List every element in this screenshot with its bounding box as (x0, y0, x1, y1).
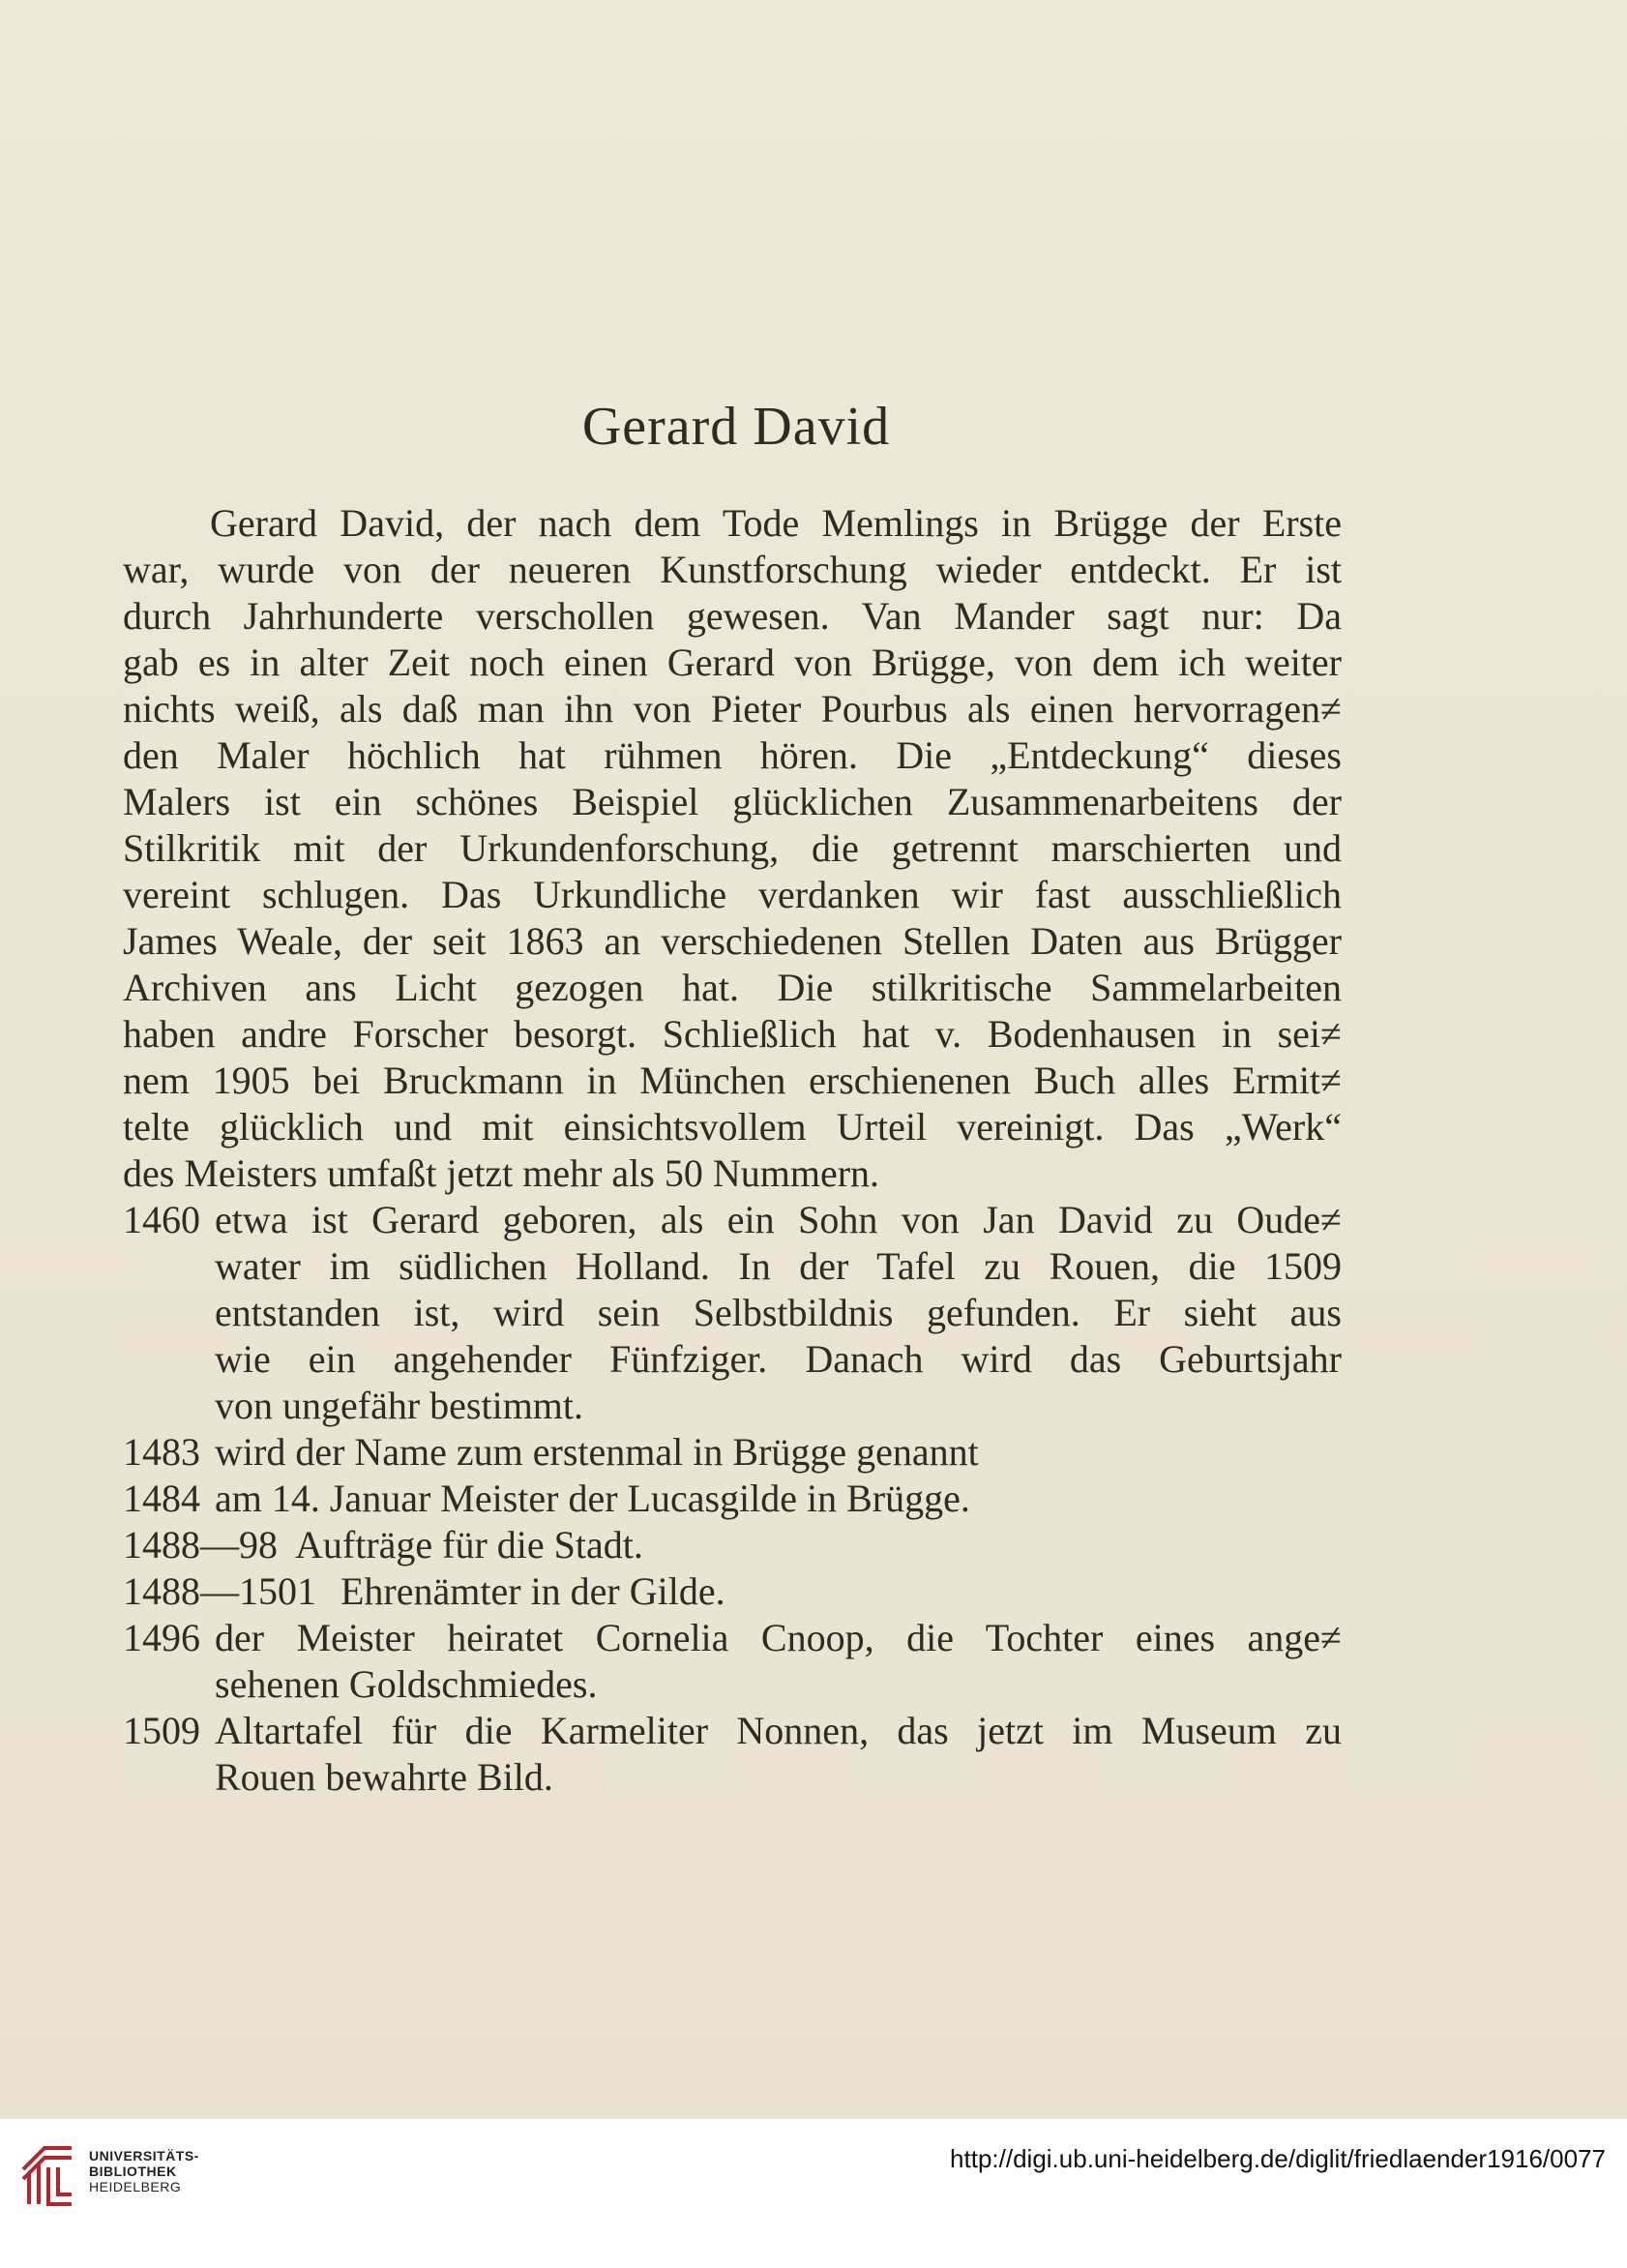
chronology-list (123, 1197, 1342, 1801)
entry-text: Ehrenämter in der Gilde. (340, 1569, 725, 1613)
text-line: Gerard David, der nach dem Tode Memlings in Brügge der Erste (210, 501, 1342, 545)
entry-year: 1509 (123, 1709, 200, 1752)
text-line: durch Jahrhunderte verschollen gewesen. Van Mander sagt nur: Da (123, 594, 1342, 638)
entry-text: der Meister heiratet Cornelia Cnoop, die Tochter eines ange≠ (215, 1616, 1342, 1659)
entry-text: am 14. Januar Meister der Lucasgilde in Brügge. (215, 1477, 970, 1520)
chronology-entry (123, 1568, 1342, 1615)
text-line: telte glücklich und mit einsichtsvollem Urteil vereinigt. Das „Werk“ (123, 1105, 1342, 1149)
chronology-entry (123, 1708, 1342, 1801)
entry-text: entstanden ist, wird sein Selbstbildnis gefunden. Er sieht aus (215, 1291, 1342, 1334)
chronology-entry (123, 1615, 1342, 1708)
digitization-footer (0, 2119, 1627, 2268)
intro-paragraph (123, 500, 1342, 1197)
entry-year: 1460 (123, 1198, 200, 1241)
text-line: Archiven ans Licht gezogen hat. Die stilkritische Sammelarbeiten (123, 966, 1342, 1009)
entry-year: 1488—1501 (123, 1569, 316, 1613)
entry-year: 1484 (123, 1477, 200, 1520)
text-line: James Weale, der seit 1863 an verschiedenen Stellen Daten aus Brügger (123, 919, 1342, 963)
entry-text: Aufträge für die Stadt. (295, 1523, 643, 1567)
entry-text: wie ein angehender Fünfziger. Danach wird das Geburtsjahr (215, 1337, 1342, 1381)
entry-text: Rouen bewahrte Bild. (215, 1755, 553, 1799)
text-line: den Maler höchlich hat rühmen hören. Die „Entdeckung“ dieses (123, 733, 1342, 777)
text-line: nichts weiß, als daß man ihn von Pieter Pourbus als einen hervorragen≠ (123, 687, 1342, 731)
library-name: UNIVERSITÄTS- BIBLIOTHEK HEIDELBERG (89, 2148, 199, 2194)
text-line: Malers ist ein schönes Beispiel glücklichen Zusammenarbeitens der (123, 780, 1342, 823)
text-line: des Meisters umfaßt jetzt mehr als 50 Nummern. (123, 1151, 880, 1195)
library-logo-icon (14, 2140, 81, 2208)
chronology-entry (123, 1429, 1342, 1476)
text-line: haben andre Forscher besorgt. Schließlich hat v. Bodenhausen in sei≠ (123, 1012, 1342, 1056)
entry-year: 1488—98 (123, 1523, 278, 1567)
chronology-entry (123, 1522, 1342, 1568)
text-line: nem 1905 bei Bruckmann in München erschienenen Buch alles Ermit≠ (123, 1059, 1342, 1102)
chronology-entry (123, 1476, 1342, 1522)
entry-year: 1483 (123, 1430, 200, 1474)
entry-text: Altartafel für die Karmeliter Nonnen, das jetzt im Museum zu (215, 1709, 1342, 1752)
entry-text: water im südlichen Holland. In der Tafel zu Rouen, die 1509 (215, 1244, 1342, 1288)
text-line: war, wurde von der neueren Kunstforschung wieder entdeckt. Er ist (123, 548, 1342, 591)
text-line: vereint schlugen. Das Urkundliche verdanken wir fast ausschließlich (123, 873, 1342, 916)
entry-text: sehenen Goldschmiedes. (215, 1662, 598, 1706)
entry-text: von ungefähr bestimmt. (215, 1384, 584, 1427)
chronology-entry (123, 1197, 1342, 1429)
source-url-link[interactable]: http://digi.ub.uni-heidelberg.de/diglit/friedlaender1916/0077 (950, 2144, 1606, 2173)
entry-year: 1496 (123, 1616, 200, 1659)
text-line: gab es in alter Zeit noch einen Gerard von Brügge, von dem ich weiter (123, 641, 1342, 684)
page-title: Gerard David (581, 397, 891, 457)
body-text (123, 500, 1342, 1801)
text-line: Stilkritik mit der Urkundenforschung, die getrennt marschierten und (123, 826, 1342, 870)
entry-text: etwa ist Gerard geboren, als ein Sohn von Jan David zu Oude≠ (215, 1198, 1342, 1241)
entry-text: wird der Name zum erstenmal in Brügge genannt (215, 1430, 979, 1474)
